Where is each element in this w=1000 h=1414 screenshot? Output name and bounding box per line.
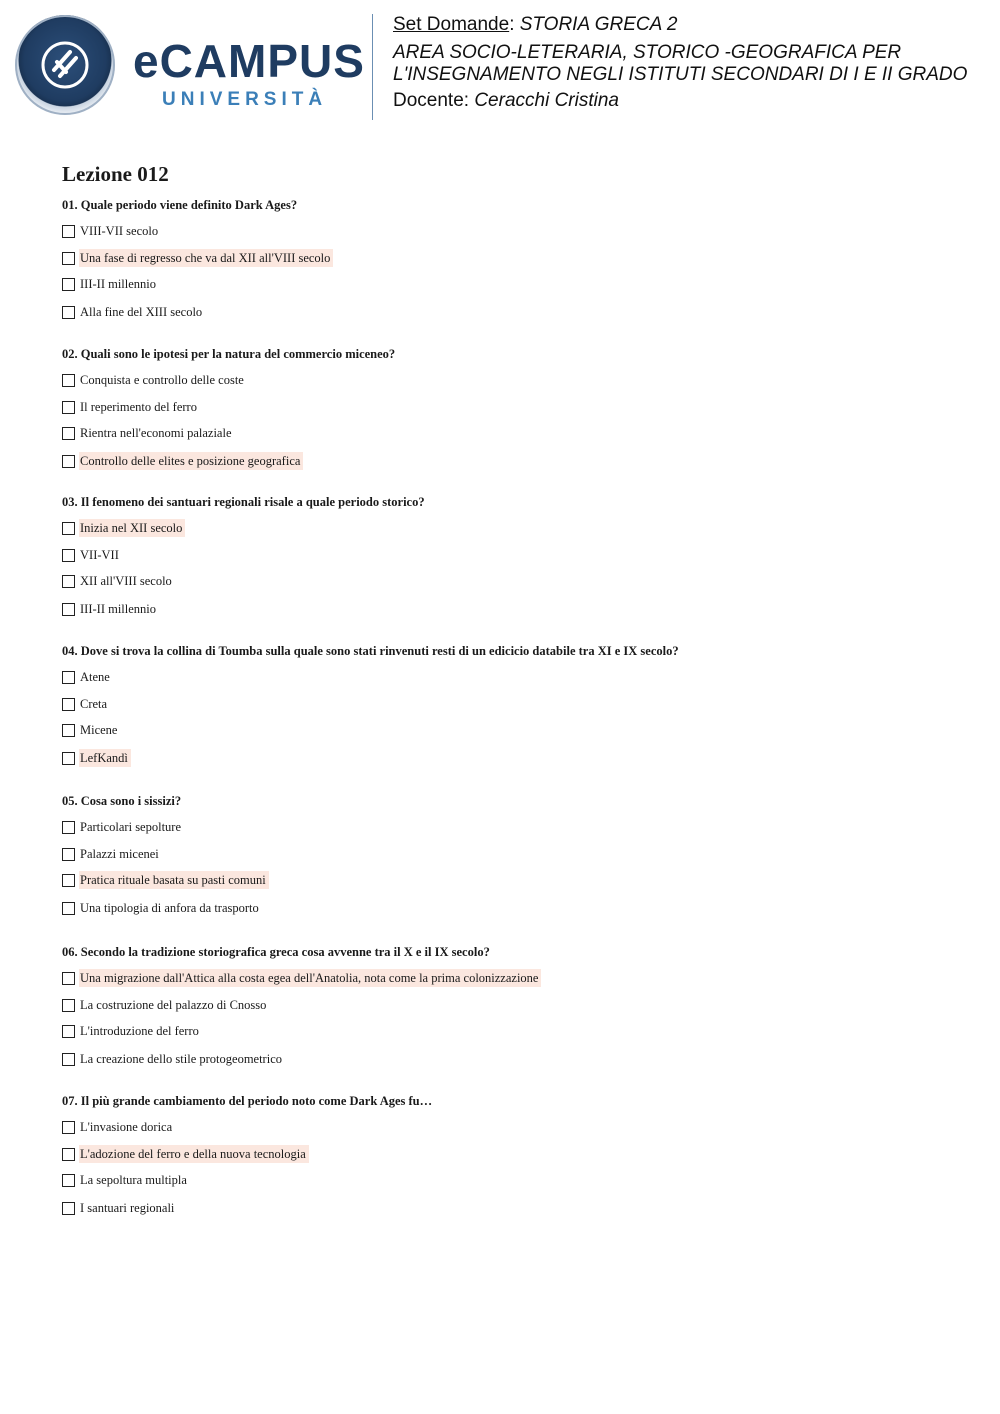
answer-checkbox[interactable] <box>62 972 75 985</box>
answer-checkbox[interactable] <box>62 427 75 440</box>
answer-option[interactable] <box>62 1022 202 1040</box>
correct-answer-label: Pratica rituale basata su pasti comuni <box>79 871 269 889</box>
answer-checkbox[interactable] <box>62 225 75 238</box>
question-text: 07. Il più grande cambiamento del periodo noto come Dark Ages fu… <box>62 1094 433 1108</box>
answer-option[interactable] <box>62 845 162 863</box>
answer-option[interactable] <box>62 668 113 686</box>
answer-label: L'introduzione del ferro <box>80 1024 199 1038</box>
universita-wordmark: UNIVERSITÀ <box>162 89 328 110</box>
answer-option[interactable] <box>62 1199 177 1217</box>
answer-label: Conquista e controllo delle coste <box>80 373 244 387</box>
correct-answer-label: Inizia nel XII secolo <box>79 519 185 537</box>
question-text: 03. Il fenomeno dei santuari regionali risale a quale periodo storico? <box>62 495 425 509</box>
course-name: STORIA GRECA 2 <box>519 14 678 35</box>
correct-answer-label: LefKandì <box>79 749 131 767</box>
area-text-2: L'INSEGNAMENTO NEGLI ISTITUTI SECONDARI DI I E II GRADO <box>393 64 968 86</box>
correct-answer-label: L'adozione del ferro e della nuova tecnologia <box>79 1145 309 1163</box>
answer-option[interactable] <box>62 1145 309 1163</box>
answer-option[interactable] <box>62 424 235 442</box>
correct-answer-label: Una fase di regresso che va dal XII all'VIII secolo <box>79 249 333 267</box>
answer-option[interactable] <box>62 749 131 767</box>
answer-option[interactable] <box>62 371 247 389</box>
answer-label: III-II millennio <box>80 277 157 291</box>
answer-option[interactable] <box>62 249 333 267</box>
answer-checkbox[interactable] <box>62 1202 75 1215</box>
question-text: 04. Dove si trova la collina di Toumba sulla quale sono stati rinvenuti resti di un edicicio databile tra XI e IX secolo? <box>62 644 679 658</box>
set-label: Set Domande <box>393 14 510 35</box>
answer-label: La costruzione del palazzo di Cnosso <box>80 998 267 1012</box>
answer-label: La sepoltura multipla <box>80 1173 187 1187</box>
answer-option[interactable] <box>62 303 205 321</box>
answer-option[interactable] <box>62 996 269 1014</box>
answer-checkbox[interactable] <box>62 1025 75 1038</box>
answer-checkbox[interactable] <box>62 752 75 765</box>
answer-checkbox[interactable] <box>62 821 75 834</box>
answer-checkbox[interactable] <box>62 575 75 588</box>
lesson-title: Lezione 012 <box>62 162 169 186</box>
question-text: 02. Quali sono le ipotesi per la natura del commercio miceneo? <box>62 347 396 361</box>
answer-label: Micene <box>80 723 118 737</box>
answer-option[interactable] <box>62 275 159 293</box>
answer-label: Palazzi micenei <box>80 847 159 861</box>
answer-checkbox[interactable] <box>62 401 75 414</box>
answer-option[interactable] <box>62 572 175 590</box>
answer-option[interactable] <box>62 398 200 416</box>
answer-checkbox[interactable] <box>62 1148 75 1161</box>
answer-label: III-II millennio <box>80 602 157 616</box>
answer-label: Una tipologia di anfora da trasporto <box>80 901 259 915</box>
page-header <box>0 0 1000 130</box>
docente-name: Ceracchi Cristina <box>474 90 619 112</box>
answer-checkbox[interactable] <box>62 522 75 535</box>
answer-checkbox[interactable] <box>62 1053 75 1066</box>
answer-checkbox[interactable] <box>62 698 75 711</box>
area-line-1 <box>393 42 967 64</box>
answer-option[interactable] <box>62 899 262 917</box>
answer-option[interactable] <box>62 818 184 836</box>
area-line-2 <box>393 64 967 86</box>
answer-option[interactable] <box>62 1050 285 1068</box>
answer-checkbox[interactable] <box>62 848 75 861</box>
answer-label: Creta <box>80 697 108 711</box>
course-info <box>393 14 967 112</box>
correct-answer-label: Controllo delle elites e posizione geografica <box>79 452 303 470</box>
answer-checkbox[interactable] <box>62 549 75 562</box>
answer-label: Atene <box>80 670 110 684</box>
answer-option[interactable] <box>62 1171 190 1189</box>
header-divider <box>372 14 373 120</box>
answer-checkbox[interactable] <box>62 455 75 468</box>
answer-option[interactable] <box>62 600 159 618</box>
answer-checkbox[interactable] <box>62 374 75 387</box>
answer-option[interactable] <box>62 222 161 240</box>
answer-label: XII all'VIII secolo <box>80 574 172 588</box>
set-line <box>393 14 967 36</box>
answer-option[interactable] <box>62 546 122 564</box>
answer-label: Particolari sepolture <box>80 820 182 834</box>
answer-option[interactable] <box>62 519 185 537</box>
question-text: 01. Quale periodo viene definito Dark Ages? <box>62 198 298 212</box>
answer-checkbox[interactable] <box>62 278 75 291</box>
docente-label: Docente: <box>393 90 475 112</box>
question-text: 06. Secondo la tradizione storiografica greca cosa avvenne tra il X e il IX secolo? <box>62 945 490 959</box>
set-colon: : <box>509 14 520 35</box>
answer-option[interactable] <box>62 1118 175 1136</box>
answer-option[interactable] <box>62 871 269 889</box>
answer-checkbox[interactable] <box>62 902 75 915</box>
answer-checkbox[interactable] <box>62 306 75 319</box>
answer-label: L'invasione dorica <box>80 1120 173 1134</box>
answer-checkbox[interactable] <box>62 1121 75 1134</box>
answer-label: Il reperimento del ferro <box>80 400 197 414</box>
answer-checkbox[interactable] <box>62 252 75 265</box>
correct-answer-label: Una migrazione dall'Attica alla costa egea dell'Anatolia, nota come la prima colonizzazione <box>79 969 541 987</box>
ecampus-wordmark: eCAMPUS <box>133 35 365 87</box>
answer-label: La creazione dello stile protogeometrico <box>80 1052 282 1066</box>
answer-checkbox[interactable] <box>62 999 75 1012</box>
answer-label: Alla fine del XIII secolo <box>80 305 203 319</box>
answer-option[interactable] <box>62 721 120 739</box>
answer-option[interactable] <box>62 969 541 987</box>
answer-checkbox[interactable] <box>62 724 75 737</box>
question-text: 05. Cosa sono i sissizi? <box>62 794 182 808</box>
answer-label: VIII-VII secolo <box>80 224 159 238</box>
answer-option[interactable] <box>62 452 303 470</box>
answer-label: I santuari regionali <box>80 1201 175 1215</box>
answer-option[interactable] <box>62 695 110 713</box>
answer-checkbox[interactable] <box>62 874 75 887</box>
answer-label: Rientra nell'economi palaziale <box>80 426 232 440</box>
answer-checkbox[interactable] <box>62 603 75 616</box>
ecampus-seal-logo <box>15 15 115 115</box>
answer-label: VII-VII <box>80 548 119 562</box>
docente-line <box>393 90 967 112</box>
answer-checkbox[interactable] <box>62 1174 75 1187</box>
area-text-1: AREA SOCIO-LETERARIA, STORICO -GEOGRAFICA PER <box>393 42 902 64</box>
answer-checkbox[interactable] <box>62 671 75 684</box>
